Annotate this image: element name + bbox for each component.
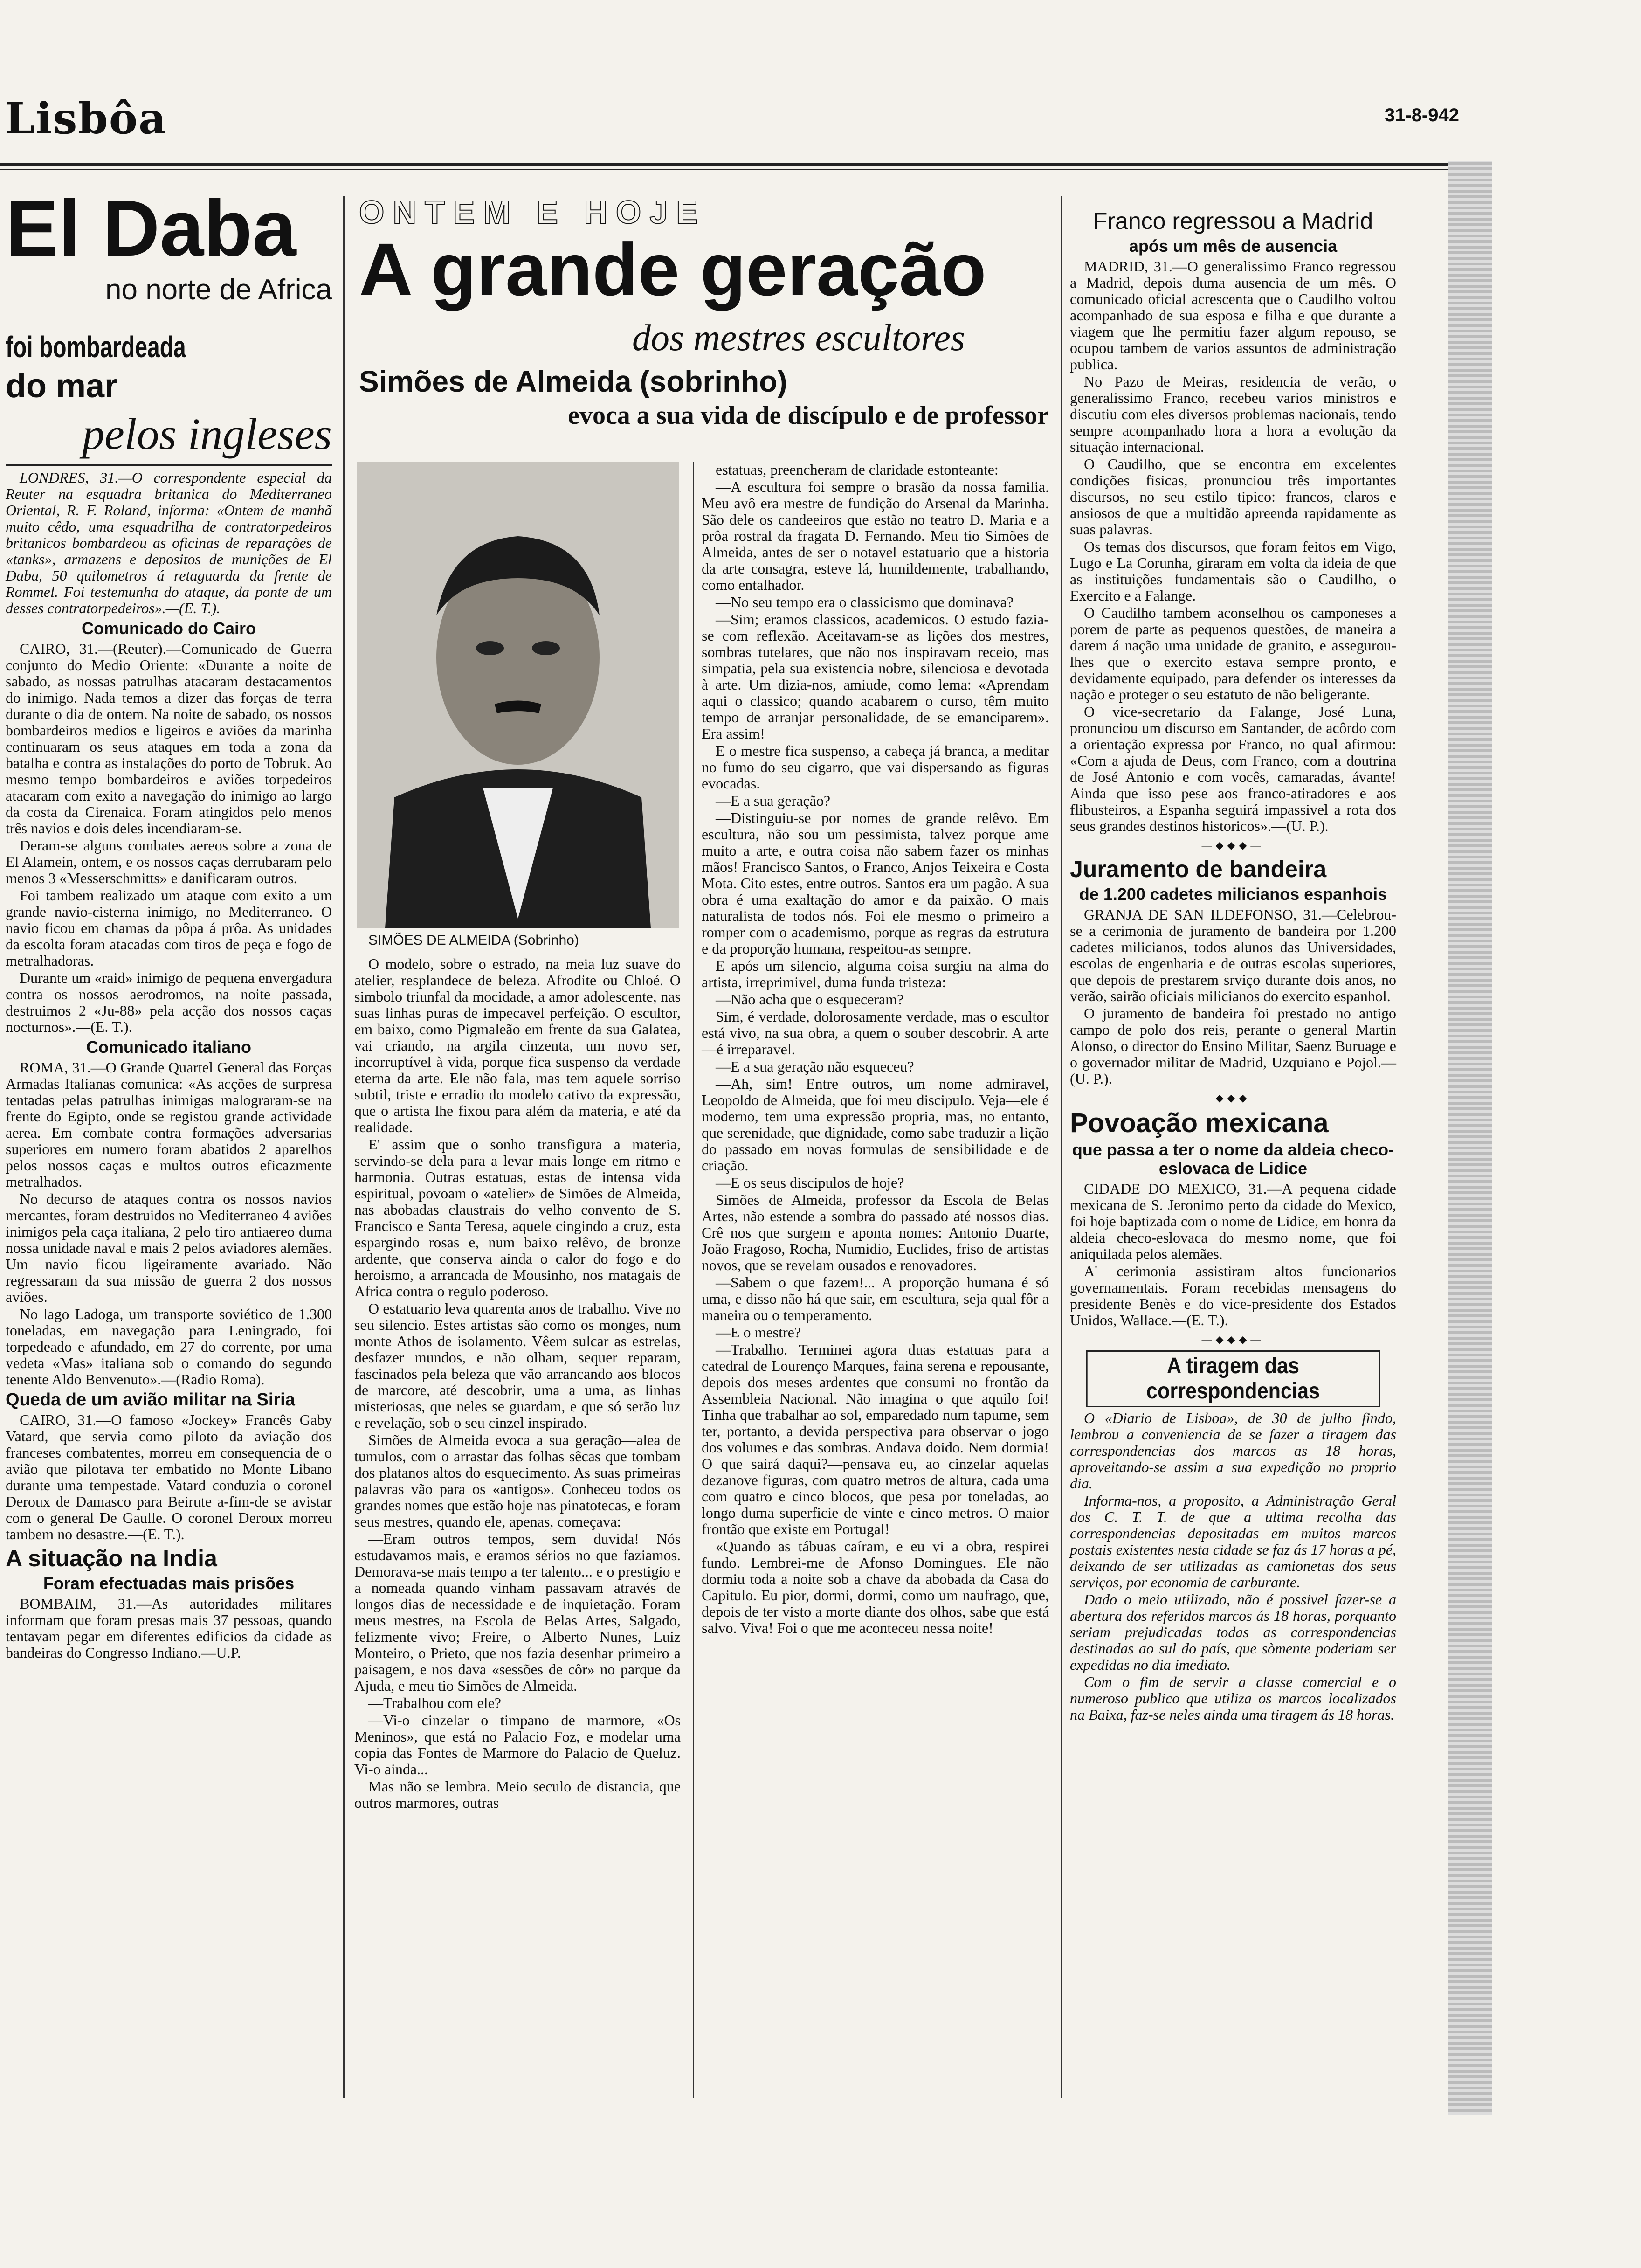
center-inner-divider [693,462,694,2098]
right-paragraph: O «Diario de Lisboa», de 30 de julho findo, lembrou a conveniencia de se fazer a tiragem das correspondencias dos marcos as 18 horas, aproveitando-se assim a sua expedição no proprio dia. [1070,1410,1396,1492]
right-paragraph: No Pazo de Meiras, residencia de verão, o generalissimo Franco, recebeu varios ministros e discutiu com eles diversos problemas nacionais, tendo sempre acompanhado hora a hora a evolução da situação internacional. [1070,373,1396,455]
center-paragraph: «Quando as tábuas caíram, e eu vi a obra, respirei fundo. Lembrei-me de Afonso Domingues. Ele não dormiu toda a noite sob a chave da abobada da Casa do Capitulo. Eu pior, dormi, dormi, como um naufrago, que, depois de ter visto a morte diante dos olhos, sabe que está salvo. Viva! Foi o que me aconteceu nessa noite! [702,1538,1049,1636]
right-paragraph: O juramento de bandeira foi prestado no antigo campo de polo dos reis, perante o general Martin Alonso, o director do Ensino Militar, Saenz Buruage e o governador militar de Madrid, Uzquiano e Pojol.—(U. P.). [1070,1005,1396,1087]
center-paragraph: —Eram outros tempos, sem duvida! Nós estudavamos mais, e eramos sérios no que faziamos. Demorava-se mais tempo a ter talento... e o prestigio e a nomeada quando vinham passavam através de longos dias de necessidade e de inquietação. Foram meus mestres, na Escola de Belas Artes, Salgado, felizmente vivo; Freire, o Alberto Nunes, Luiz Monteiro, o Prieto, que nos fazia desenhar primeiro a paisagem, e nos dava «sessões de côr» no parque da Ajuda, e meu tio Simões de Almeida. [354,1530,681,1694]
left-sub-syria: Queda de um avião militar na Siria [6,1390,295,1410]
left-sub-italian: Comunicado italiano [86,1037,252,1057]
photo-caption: SIMÕES DE ALMEIDA (Sobrinho) [368,933,579,948]
left-sub-prisons: Foram efectuadas mais prisões [43,1574,295,1593]
right-column [1070,205,1396,1724]
column-divider-right [1061,196,1062,2098]
header-rule [0,163,1455,166]
center-paragraph: E' assim que o sonho transfigura a materia, servindo-se dela para a levar mais longe em ritmo e harmonia. Outras estatuas, estas de intensa vida espiritual, povoam o «atelier» de Simões de Almeida, nas abobadas claustrais do velho convento de S. Francisco e Santa Teresa, aquele cingindo a cruz, esta espargindo rosas e, num baixo relêvo, de bronze ardente, que conserva ainda o calor do fogo e do heroismo, a arrancada de Mousinho, nos matagais de Africa contra o regulo poderoso. [354,1136,681,1300]
right-paragraph: MADRID, 31.—O generalissimo Franco regressou a Madrid, depois duma ausencia de um mês. O comunicado oficial acrescenta que o Caudilho voltou acompanhado de sua esposa e filha e que durante a viagem que lhe permitiu fazer algum repouso, se ocupou tambem de varios assuntos de administração publica. [1070,258,1396,373]
center-paragraph: —Sim; eramos classicos, academicos. O estudo fazia-se com reflexão. Aceitavam-se as lições dos mestres, sombras tutelares, que não nos inspiravam receio, mas simpatia, pela sua existencia nobre, silenciosa e devotada à arte. Um dizia-nos, amiude, como lema: «Aprendam aqui o classico; quando acabarem o curso, têm muito tempo de arranjar personalidade, de se emanciparem». Era assim! [702,611,1049,742]
center-paragraph: —Distinguiu-se por nomes de grande relêvo. Em escultura, não sou um pessimista, talvez porque ame muito a arte, e outra coisa não sabem fazer os minhas mãos! Francisco Santos, o Franco, Anjos Teixeira e Costa Mota. Cito estes, entre outros. Santos era um pagão. A sua obra é uma exaltação do amor e da paixão. O mais naturalista de todos nós. Foi ele mesmo o primeiro a romper com o academismo, porque as regras da estrutura e da proporção humana, respeitou-as sempre. [702,809,1049,957]
right-title-mexico: Povoação mexicana [1070,1108,1329,1138]
center-paragraph: —A escultura foi sempre o brasão da nossa familia. Meu avô era mestre de fundição do Arsenal da Marinha. São dele os candeeiros que estão no teatro D. Maria e a prôa rostral da fragata D. Fernando. Meu tio Simões de Almeida, antes de ser o notavel estatuario que a historia da arte consagra, esteve lá, humildemente, trabalhando, como entalhador. [702,478,1049,593]
ornament-divider: —◆◆◆— [1201,1092,1265,1104]
center-paragraph: —Vi-o cinzelar o timpano de marmore, «Os Meninos», que está no Palacio Foz, e modelar uma copia das Fontes de Marmore do Palacio de Queluz. Vi-o ainda... [354,1712,681,1777]
left-headline-1: foi bombardeada [6,330,186,364]
right-title-correspondencias: A tiragem das correspondencias [1086,1350,1380,1407]
center-paragraph: Mas não se lembra. Meio seculo de distancia, que outros marmores, outras [354,1778,681,1811]
right-subtitle-mexico: que passa a ter o nome da aldeia checo-eslovaca de Lidice [1072,1140,1394,1178]
center-paragraph: —E o mestre? [716,1324,801,1341]
left-paragraph: BOMBAIM, 31.—As autoridades militares informam que foram presas mais 37 pessoas, quando tentavam pegar em diferentes edificios da cidade as bandeiras do Congresso Indiano.—U.P. [6,1595,332,1661]
center-subtitle: dos mestres escultores [632,318,965,359]
right-title-juramento: Juramento de bandeira [1070,856,1327,882]
right-paragraph: Informa-nos, a proposito, a Administração Geral dos C. T. T. de que a ultima recolha das correspondencias depositadas em muitos marcos postais existentes nesta cidade se faz ás 17 horas a pé, deixando de ser utilizadas as camionetas dos seus serviços, por economia de carburante. [1070,1492,1396,1590]
center-paragraph: —E os seus discipulos de hoje? [716,1174,904,1191]
header-rule-thin [0,169,1455,170]
right-paragraph: Os temas dos discursos, que foram feitos em Vigo, Lugo e La Corunha, giraram em volta da ideia de que as instituições fundamentais são o Caudilho, o Exercito e a Falange. [1070,538,1396,604]
center-header [359,194,1049,430]
left-head-rule [6,464,332,466]
newspaper-name: Lisbôa [5,93,167,144]
left-headline-2: do mar [6,367,118,405]
right-paragraph: O Caudilho tambem aconselhou os camponeses a porem de parte as pequenos questões, de maneira a darem á nação uma unidade de granito, e assegurou-lhes que o exercito estava sempre pronto, e devidamente equipado, para defender os interesses da nação e proteger o seu estatuto de não beligerante. [1070,604,1396,703]
center-paragraph: —E a sua geração não esqueceu? [716,1058,914,1075]
left-paragraph: Deram-se alguns combates aereos sobre a zona de El Alamein, ontem, e os nossos caças derrubaram pelo menos 3 «Messerschmitts» e danificaram outros. [6,837,332,886]
center-head-3: evoca a sua vida de discípulo e de professor [568,401,1049,430]
center-title: A grande geração [359,228,986,311]
portrait-photo [357,462,679,928]
right-paragraph: GRANJA DE SAN ILDEFONSO, 31.—Celebrou-se a cerimonia de juramento de bandeira por 1.200 cadetes milicianos, todos alunos das Universidades, escolas de engenharia e de outras escolas superiores, que depois de prestarem srviço durante dois anos, no verão, sairão oficiais milicianos do exercito espanhol. [1070,906,1396,1004]
center-paragraph: —Não acha que o esqueceram? [716,991,904,1008]
left-lead: LONDRES, 31.—O correspondente especial da Reuter na esquadra britanica do Mediterraneo Oriental, R. F. Roland, informa: «Ontem de manhã muito cêdo, uma esquadrilha de contratorpedeiros britanicos bombardeou as oficinas de reparações de «tanks», armazens e depositos de munições de El Daba, 50 quilometros á retaguarda da frente de Rommel. Foi testemunha do ataque, da ponte de um desses contratorpedeiros».—(E. T.). [6,469,332,616]
portrait-illustration [357,462,679,928]
left-paragraph: Foi tambem realizado um ataque com exito a um grande navio-cisterna inimigo, no Mediterraneo. O navio ficou em chamas da pôpa á prôa. As unidades da escolta foram atacadas com tiros de peça e fogo de metralhadoras. [6,887,332,969]
left-title: El Daba [6,184,296,273]
right-paragraph: CIDADE DO MEXICO, 31.—A pequena cidade mexicana de S. Jeronimo perto da cidade do Mexico, foi hoje baptizada com o nome de Lidice, em honra da aldeia checo-eslovaca do mesmo nome, que foi aniquilada pelos alemães. [1070,1180,1396,1262]
left-sub-cairo: Comunicado do Cairo [81,619,256,638]
right-subtitle-juramento: de 1.200 cadetes milicianos espanhois [1079,885,1387,904]
center-paragraph: E após um silencio, alguma coisa surgiu na alma do artista, irreprimivel, duma funda tristeza: [702,957,1049,990]
left-paragraph: Durante um «raid» inimigo de pequena envergadura contra os nossos aerodromos, na noite passada, destruimos 2 «Ju-88» pela acção dos nossos caças nocturnos».—(E. T.). [6,969,332,1035]
left-headline-3: pelos ingleses [82,409,332,459]
center-paragraph: Sim, é verdade, dolorosamente verdade, mas o escultor está vivo, na sua obra, a quem o souber descobrir. A arte—é irreparavel. [702,1008,1049,1058]
right-subtitle-franco: após um mês de ausencia [1129,236,1338,256]
center-kicker: ONTEM E HOJE [359,194,706,230]
center-paragraph: —Sabem o que fazem!... A proporção humana é só uma, e disso não há que sair, em escultura, seja qual fôr a maneira ou o temperamento. [702,1274,1049,1323]
right-paragraph: O vice-secretario da Falange, José Luna, pronunciou um discurso em Santander, de acôrdo com a orientação expressa por Franco, no qual afirmou: «Com a ajuda de Deus, com Franco, com a doutrina de José Antonio e com vocês, camaradas, ávante! Ainda que isso pese aos franco-atiradores e aos flibusteiros, a Espanha seguirá impassivel a rota dos seus grandes destinos historicos».—(U. P.). [1070,703,1396,834]
right-paragraph: O Caudilho, que se encontra em excelentes condições fisicas, pronunciou três importantes discursos, no seu estilo tipico: francos, claros e ansiosos de que a multidão apreenda rapidamente as suas palavras. [1070,456,1396,538]
column-divider-left [343,196,345,2098]
left-paragraph: No decurso de ataques contra os nossos navios mercantes, foram destruidos no Mediterraneo 4 aviões inimigos pela caça italiana, 2 pelo tiro antiaereo duma nossa unidade naval e mais 2 pelos aviadores alemães. Um navio ficou ligeiramente avariado. Não regressaram da sua missão de guerra 2 dos nossos aviões. [6,1190,332,1305]
center-paragraph: —No seu tempo era o classicismo que dominava? [716,594,1014,610]
center-head-2: Simões de Almeida (sobrinho) [359,365,787,398]
center-paragraph: E o mestre fica suspenso, a cabeça já branca, a meditar no fumo do seu cigarro, que vai dispersando as figuras evocadas. [702,742,1049,792]
left-paragraph: ROMA, 31.—O Grande Quartel General das Forças Armadas Italianas comunica: «As acções de surpresa tentadas pelas patrulhas inimigas malograram-se na frente do Egipto, onde se registou grande actividade aerea. Em combate contra formações adversarias superiores em numero foram abatidos 2 aparelhos pelos nossos caças e multos outros eficazmente metralhados. [6,1059,332,1190]
right-paragraph: Com o fim de servir a classe comercial e o numeroso publico que utiliza os marcos localizados na Baixa, faz-se neles ainda uma tiragem ás 18 horas. [1070,1673,1396,1723]
left-article [6,184,332,1662]
center-paragraph: Simões de Almeida, professor da Escola de Belas Artes, não estende a sombra do passado até nossos dias. Crê nos que surgem e aponta nomes: Antonio Duarte, João Fragoso, Rocha, Numidio, Euclides, friso de artistas novos, que se revelam ousados e renovadores. [702,1191,1049,1273]
ornament-divider: —◆◆◆— [1201,1334,1265,1345]
left-paragraph: No lago Ladoga, um transporte soviético de 1.300 toneladas, em navegação para Leningrado, foi torpedeado e afundado, em 27 do corrente, por uma vedeta «Mas» italiana sob o comando do segundo tenente Aldo Benvenuto».—(Radio Roma). [6,1306,332,1388]
center-paragraph: —Trabalho. Terminei agora duas estatuas para a catedral de Lourenço Marques, faina serena e repousante, depois dos meses ardentes que consumi no frontão da Assembleia Nacional. Não imagina o que aquilo foi! Tinha que trabalhar ao sol, emparedado num tapume, sem ter, portanto, a devida perspectiva para observar o jogo dos volumes e das sombras. Andava doido. Nem dormia! O que sairá daqui?—pensava eu, ao cinzelar aquelas dezanove figuras, com quatro metros de altura, cada uma com quatro e cinco blocos, que pesa por toneladas, ao longo duma superficie de vinte e cinco metros. O maior frontão que existe em Portugal! [702,1341,1049,1537]
center-paragraph: —E a sua geração? [716,792,831,809]
center-paragraph: Simões de Almeida evoca a sua geração—alea de tumulos, com o arrastar das folhas sêcas que tombam dos platanos altos do esquecimento. As suas primeiras palavras vão para os «antigos». Conheceu todos os grandes nomes que estão hoje nas pinatotecas, e foram seus mestres, quando ele, apenas, começava: [354,1431,681,1530]
right-paragraph: Dado o meio utilizado, não é possivel fazer-se a abertura dos referidos marcos ás 18 horas, porquanto seriam prejudicadas todas as correspondencias destinadas ao sul do país, que sòmente poderiam ser expedidas no dia imediato. [1070,1591,1396,1673]
center-paragraph: estatuas, preencheram de claridade estonteante: [716,461,999,478]
left-sub-india: A situação na India [6,1545,217,1571]
ornament-divider: —◆◆◆— [1201,839,1265,851]
issue-date: 31-8-942 [1384,105,1459,125]
margin-strip [1448,161,1492,2115]
center-paragraph: —Ah, sim! Entre outros, um nome admiravel, Leopoldo de Almeida, que foi meu discipulo. Veja—ele é moderno, tem uma expressão propria, mas, no entanto, que serenidade, que dignidade, como sabe traduzir a lição do passado em novas formulas de sensibilidade e de criação. [702,1075,1049,1174]
left-subtitle: no norte de Africa [105,274,332,306]
center-paragraph: O modelo, sobre o estrado, na meia luz suave do atelier, resplandece de beleza. Afrodite ou Chloé. O simbolo triunfal da mocidade, a amor adolescente, nas suas linhas puras de impecavel perfeição. O escultor, em baixo, como Pigmaleão em frente da sua Galatea, vai criando, na argila cinzenta, um novo ser, incorruptível à vida, porque fica suspenso da verdade eterna da arte. Ele não fala, mas tem aquele sorriso subtil, triste e erradio do modelo cativo da expressão, que o artista lhe fixou para além da materia, e até da realidade. [354,955,681,1135]
center-column-b [702,462,1049,1637]
left-paragraph: CAIRO, 31.—(Reuter).—Comunicado de Guerra conjunto do Medio Oriente: «Durante a noite de sabado, as nossas patrulhas atacaram destacamentos do inimigo. Nada temos a dizer das forças de terra durante o dia de ontem. Na noite de sabado, os nossos bombardeiros medios e ligeiros e aviões da marinha continuaram os seus ataques em toda a zona da batalha e contra as instalações do porto de Tobruk. Ao mesmo tempo bombardeiros e aviões torpedeiros atacaram com exito a navegação do inimigo ao largo da costa da Cirenaica. Foram atingidos pelo menos três navios e dois deles incendiaram-se. [6,640,332,837]
center-column-a [354,956,681,1812]
center-paragraph: O estatuario leva quarenta anos de trabalho. Vive no seu silencio. Estes artistas são como os monges, num monte Athos de isolamento. Vêem sulcar as estrelas, desfazer mundos, e não olham, sequer reparam, fascinados pela beleza que vão arrancando aos blocos de marcore, até descobrir, uma a uma, as linhas misteriosas, que neles se guardam, e que só serão luz e revelação, sob o seu cinzel inspirado. [354,1300,681,1431]
right-paragraph: A' cerimonia assistiram altos funcionarios governamentais. Foram recebidas mensagens do presidente Benès e do vice-presidente dos Estados Unidos, Wallace.—(E. T.). [1070,1263,1396,1328]
left-paragraph: CAIRO, 31.—O famoso «Jockey» Francês Gaby Vatard, que servia como piloto da aviação dos franceses combatentes, morreu em consequencia de o avião que pilotava ter embatido no Monte Libano durante uma tempestade. Vatard conduzia o coronel Deroux de Damasco para Beirute a-fim-de se avistar com o general De Gaulle. O coronel Deroux morreu tambem no desastre.—(E. T.). [6,1411,332,1542]
right-title-franco: Franco regressou a Madrid [1093,208,1373,234]
center-paragraph: —Trabalhou com ele? [368,1694,501,1711]
